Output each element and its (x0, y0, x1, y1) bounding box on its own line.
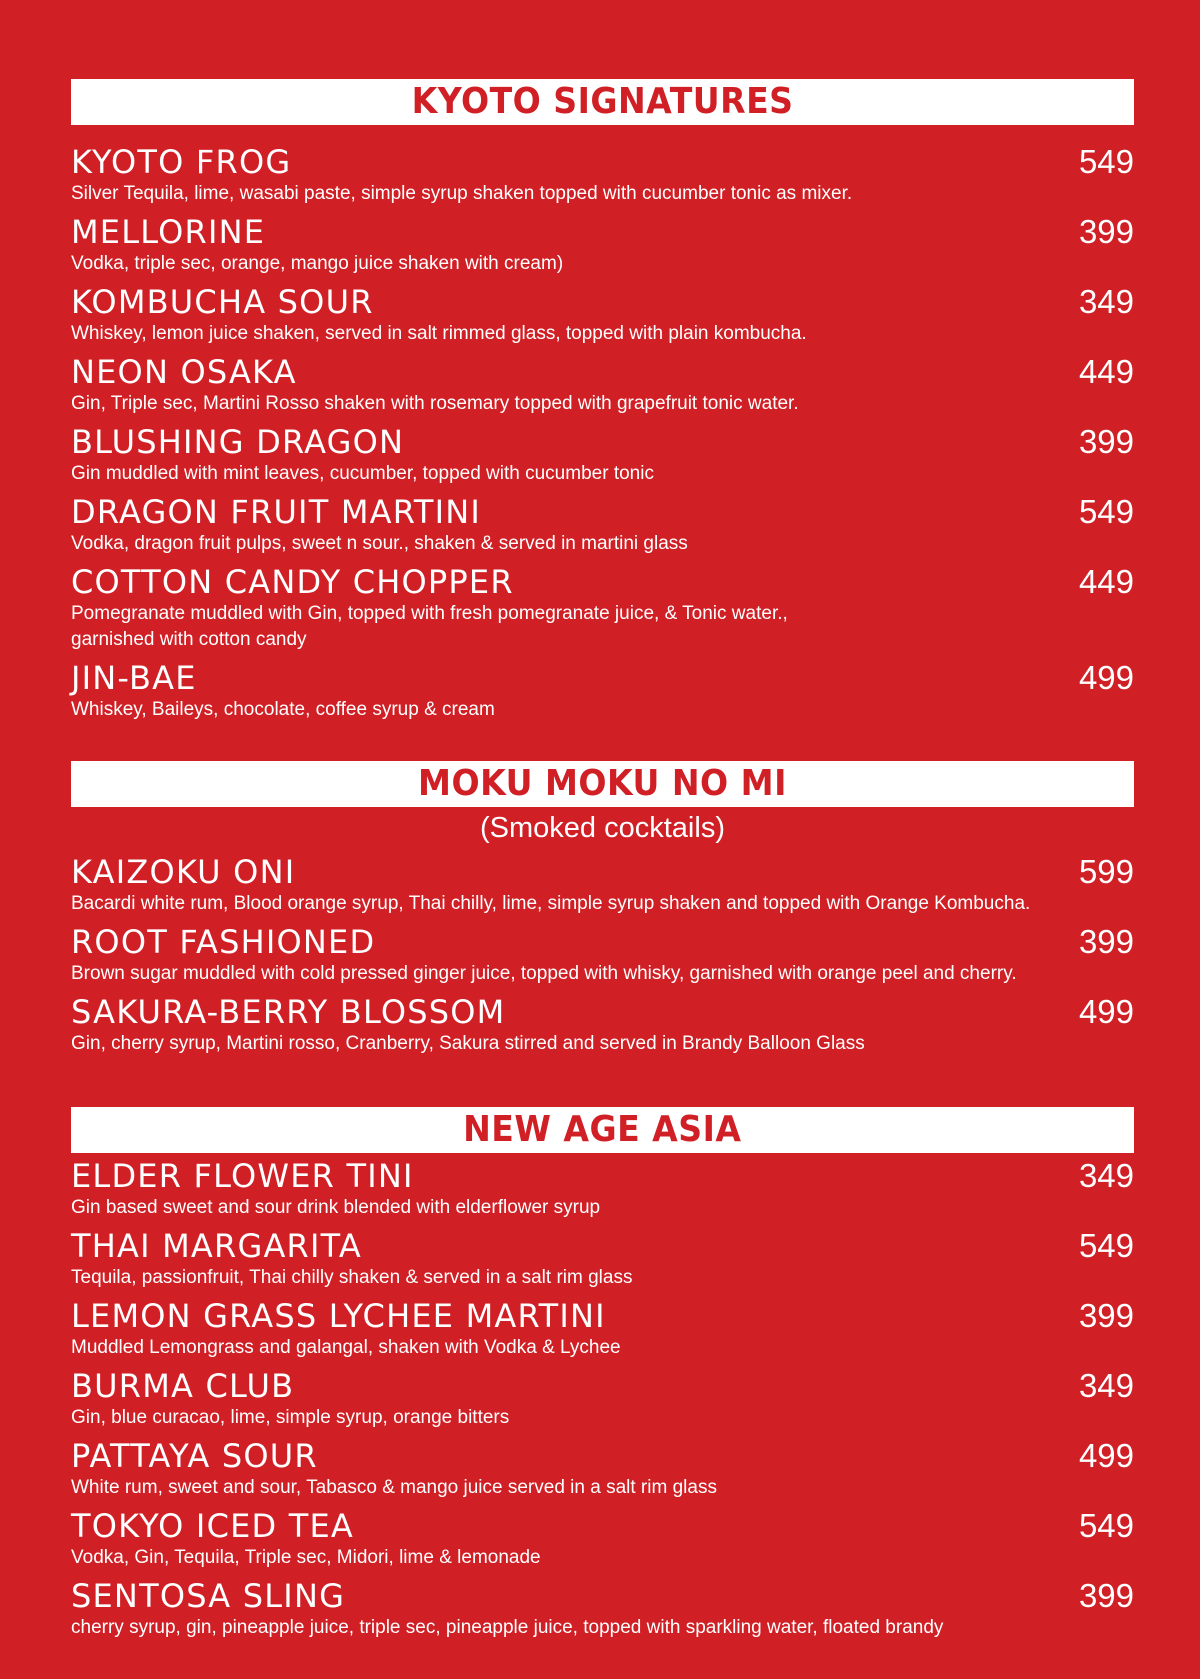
item-price: 499 (1078, 659, 1134, 696)
item-name: COTTON CANDY CHOPPER (71, 563, 514, 601)
item-description: Gin, cherry syrup, Martini rosso, Cranberry, Sakura stirred and served in Brandy Balloon Glass (71, 1033, 865, 1054)
item-price: 399 (1078, 1297, 1134, 1334)
item-price: 599 (1078, 853, 1134, 890)
section-header-bar (71, 1107, 1134, 1153)
item-name: PATTAYA SOUR (71, 1437, 318, 1475)
item-name: BLUSHING DRAGON (71, 423, 405, 461)
section-header-bar (71, 761, 1134, 807)
menu-item-list (71, 143, 1134, 723)
item-description: Muddled Lemongrass and galangal, shaken with Vodka & Lychee (71, 1337, 621, 1358)
item-name: ROOT FASHIONED (71, 923, 376, 961)
menu-item (71, 353, 1134, 417)
menu-item (71, 1157, 1134, 1221)
section-subtitle: (Smoked cocktails) (480, 812, 725, 844)
menu-page (71, 79, 1134, 1647)
item-name: SAKURA-BERRY BLOSSOM (71, 993, 506, 1031)
item-price: 399 (1078, 213, 1134, 250)
section-spacer (71, 1063, 1134, 1107)
menu-item (71, 213, 1134, 277)
menu-item-list (71, 853, 1134, 1057)
section-spacer (71, 729, 1134, 761)
item-price: 549 (1078, 493, 1134, 530)
item-name: DRAGON FRUIT MARTINI (71, 493, 481, 531)
section-new-age-asia (71, 1107, 1134, 1641)
item-price: 399 (1078, 923, 1134, 960)
section-header-bar (71, 79, 1134, 125)
item-description: Pomegranate muddled with Gin, topped with fresh pomegranate juice, & Tonic water., garnished with cotton candy (71, 603, 788, 650)
item-price: 349 (1078, 283, 1134, 320)
item-description: Silver Tequila, lime, wasabi paste, simple syrup shaken topped with cucumber tonic as mixer. (71, 183, 853, 204)
item-description: Vodka, triple sec, orange, mango juice shaken with cream) (71, 253, 564, 274)
menu-item (71, 423, 1134, 487)
section-kyoto-signatures (71, 79, 1134, 723)
menu-item (71, 283, 1134, 347)
item-price: 549 (1078, 1507, 1134, 1544)
item-name: KAIZOKU ONI (71, 853, 296, 891)
menu-item (71, 143, 1134, 207)
menu-item (71, 1577, 1134, 1641)
item-name: LEMON GRASS LYCHEE MARTINI (71, 1297, 606, 1335)
item-price: 449 (1078, 353, 1134, 390)
item-price: 399 (1078, 1577, 1134, 1614)
menu-item (71, 1297, 1134, 1361)
menu-item (71, 993, 1134, 1057)
item-description: Bacardi white rum, Blood orange syrup, Thai chilly, lime, simple syrup shaken and topped with Orange Kombucha. (71, 893, 1031, 914)
item-description: Whiskey, Baileys, chocolate, coffee syrup & cream (71, 699, 495, 720)
item-price: 449 (1078, 563, 1134, 600)
item-name: BURMA CLUB (71, 1367, 295, 1405)
item-price: 349 (1078, 1367, 1134, 1404)
item-name: THAI MARGARITA (71, 1227, 362, 1265)
item-name: KYOTO FROG (71, 143, 292, 181)
menu-item (71, 659, 1134, 723)
item-price: 499 (1078, 1437, 1134, 1474)
menu-item-list (71, 1157, 1134, 1641)
item-price: 499 (1078, 993, 1134, 1030)
item-description: Brown sugar muddled with cold pressed ginger juice, topped with whisky, garnished with orange peel and cherry. (71, 963, 1017, 984)
item-name: SENTOSA SLING (71, 1577, 346, 1615)
item-name: KOMBUCHA SOUR (71, 283, 374, 321)
item-name: MELLORINE (71, 213, 266, 251)
item-price: 399 (1078, 423, 1134, 460)
menu-item (71, 1367, 1134, 1431)
item-description: Gin based sweet and sour drink blended with elderflower syrup (71, 1197, 601, 1218)
item-description: Vodka, dragon fruit pulps, sweet n sour., shaken & served in martini glass (71, 533, 688, 554)
item-name: NEON OSAKA (71, 353, 297, 391)
item-name: JIN-BAE (71, 659, 197, 697)
item-description: Gin muddled with mint leaves, cucumber, topped with cucumber tonic (71, 463, 654, 484)
item-name: ELDER FLOWER TINI (71, 1157, 414, 1195)
item-price: 349 (1078, 1157, 1134, 1194)
section-title: KYOTO SIGNATURES (411, 81, 794, 122)
menu-item (71, 493, 1134, 557)
item-description: cherry syrup, gin, pineapple juice, triple sec, pineapple juice, topped with sparkling water, floated brandy (71, 1617, 944, 1638)
menu-item (71, 563, 1134, 653)
item-description: Gin, Triple sec, Martini Rosso shaken with rosemary topped with grapefruit tonic water. (71, 393, 799, 414)
menu-item (71, 853, 1134, 917)
menu-item (71, 923, 1134, 987)
item-description: Vodka, Gin, Tequila, Triple sec, Midori, lime & lemonade (71, 1547, 541, 1568)
section-title: MOKU MOKU NO MI (418, 763, 787, 804)
item-description: Whiskey, lemon juice shaken, served in salt rimmed glass, topped with plain kombucha. (71, 323, 807, 344)
item-description: Tequila, passionfruit, Thai chilly shaken & served in a salt rim glass (71, 1267, 633, 1288)
menu-item (71, 1437, 1134, 1501)
item-price: 549 (1078, 143, 1134, 180)
section-moku-moku-no-mi (71, 761, 1134, 1057)
menu-item (71, 1227, 1134, 1291)
item-description: Gin, blue curacao, lime, simple syrup, orange bitters (71, 1407, 510, 1428)
item-name: TOKYO ICED TEA (71, 1507, 355, 1545)
item-description: White rum, sweet and sour, Tabasco & mango juice served in a salt rim glass (71, 1477, 717, 1498)
item-price: 549 (1078, 1227, 1134, 1264)
section-title: NEW AGE ASIA (463, 1109, 742, 1150)
menu-item (71, 1507, 1134, 1571)
